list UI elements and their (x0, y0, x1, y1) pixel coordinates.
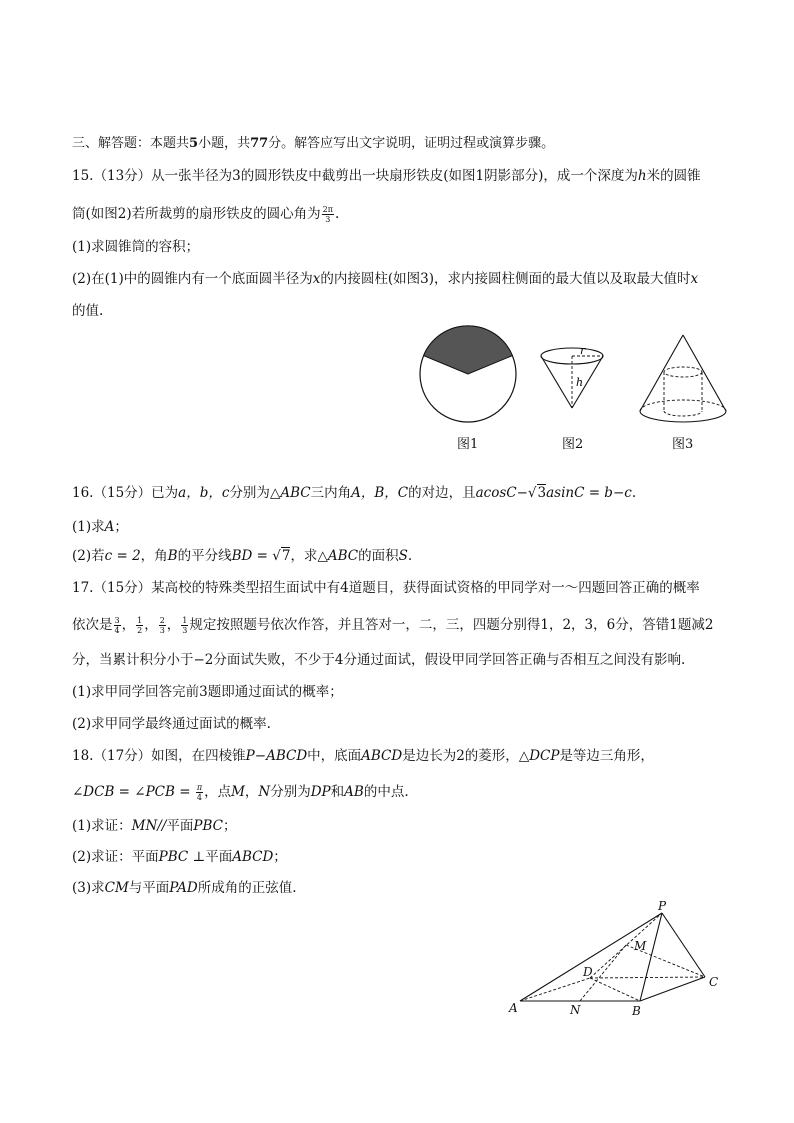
problem-17-line1: 17.（15分）某高校的特殊类型招生面试中有4道题目，获得面试资格的甲同学对一～四题回答正确的概率 (72, 580, 700, 596)
pyramid-label-p: P (658, 899, 667, 913)
figure-3-caption: 图3 (672, 437, 694, 452)
problem-18-q2: (2)求证：平面PBC ⊥平面ABCD； (72, 849, 287, 865)
problem-17-line2: 依次是 $\frac{3}{4}$ ， $\frac{1}{2}$ ， $\frac{2}{3}$ ， $\frac{1}{3}$ 规定按照题号依次作答，并且答对一，二，三，四题分别得1，2，3，6分，答错1题减2 (72, 616, 714, 635)
figure-1-circle-sector (416, 322, 520, 426)
problem-17-q2: (2)求甲同学最终通过面试的概率. (72, 716, 271, 732)
prob-fraction-2: $\frac{1}{2}$ (137, 616, 143, 635)
angle-pi-4-fraction: $\frac{\pi}{4}$ (196, 783, 203, 802)
problem-17-q1: (1)求甲同学回答完前3题即通过面试的概率； (72, 684, 343, 700)
problem-18-line2: ∠DCB = ∠PCB = $\frac{\pi}{4}$ ，点M，N分别为DP和AB的中点. (72, 783, 409, 802)
problem-15-q2: (2)在(1)中的圆锥内有一个底面圆半径为x的内接圆柱(如图3)，求内接圆柱侧面的最大值以及取最大值时x (72, 271, 699, 287)
prob-fraction-3: $\frac{2}{3}$ (159, 616, 165, 635)
problem-16-line1: 16.（15分）已为a，b，c分别为△ABC三内角A，B，C的对边，且acosC−√3asinC = b−c. (72, 485, 637, 501)
pyramid-label-n: N (570, 1003, 581, 1017)
problem-15-q1: (1)求圆锥筒的容积； (72, 239, 200, 255)
problem-18-q1: (1)求证：MN//平面PBC； (72, 818, 237, 834)
problem-18-line1: 18.（17分）如图，在四棱锥P−ABCD中，底面ABCD是边长为2的菱形，△DCP是等边三角形， (72, 748, 654, 764)
angle-fraction: $\frac{2\pi}{3}$ (322, 205, 333, 224)
figure-2-cone (536, 340, 610, 412)
problem-15-line2: 筒(如图2)若所裁剪的扇形铁皮的圆心角为 $\frac{2\pi}{3}$ . (72, 205, 340, 224)
figure-pyramid (500, 898, 730, 1022)
problem-15-line1: 15.（13分）从一张半径为3的圆形铁皮中截剪出一块扇形铁皮(如图1阴影部分)，成一个深度为h米的圆锥 (72, 168, 701, 184)
pyramid-label-a: A (509, 1001, 518, 1015)
fig2-label-r: r (580, 344, 586, 357)
problem-16-q1: (1)求A； (72, 519, 128, 535)
problem-16-q2: (2)若c = 2，角B的平分线BD = √7，求△ABC的面积S. (72, 548, 413, 564)
problem-17-line3: 分，当累计积分小于−2分面试失败，不少于4分通过面试，假设甲同学回答正确与否相互之间没有影响. (72, 652, 686, 668)
problem-15-q2-cont: 的值. (72, 303, 104, 319)
pyramid-label-m: M (634, 939, 647, 953)
pyramid-label-c: C (709, 975, 719, 989)
prob-fraction-4: $\frac{1}{3}$ (182, 616, 188, 635)
pyramid-label-b: B (632, 1004, 641, 1018)
pyramid-label-d: D (583, 965, 593, 979)
prob-fraction-1: $\frac{3}{4}$ (114, 616, 120, 635)
fig2-label-h: h (576, 376, 584, 389)
figure-3-cone-cylinder (637, 332, 729, 428)
figure-1-caption: 图1 (457, 437, 479, 452)
section-title: 三、解答题：本题共5小题，共77分。解答应写出文字说明，证明过程或演算步骤。 (72, 136, 555, 151)
figure-2-caption: 图2 (562, 437, 584, 452)
problem-18-q3: (3)求CM与平面PAD所成角的正弦值. (72, 880, 297, 896)
